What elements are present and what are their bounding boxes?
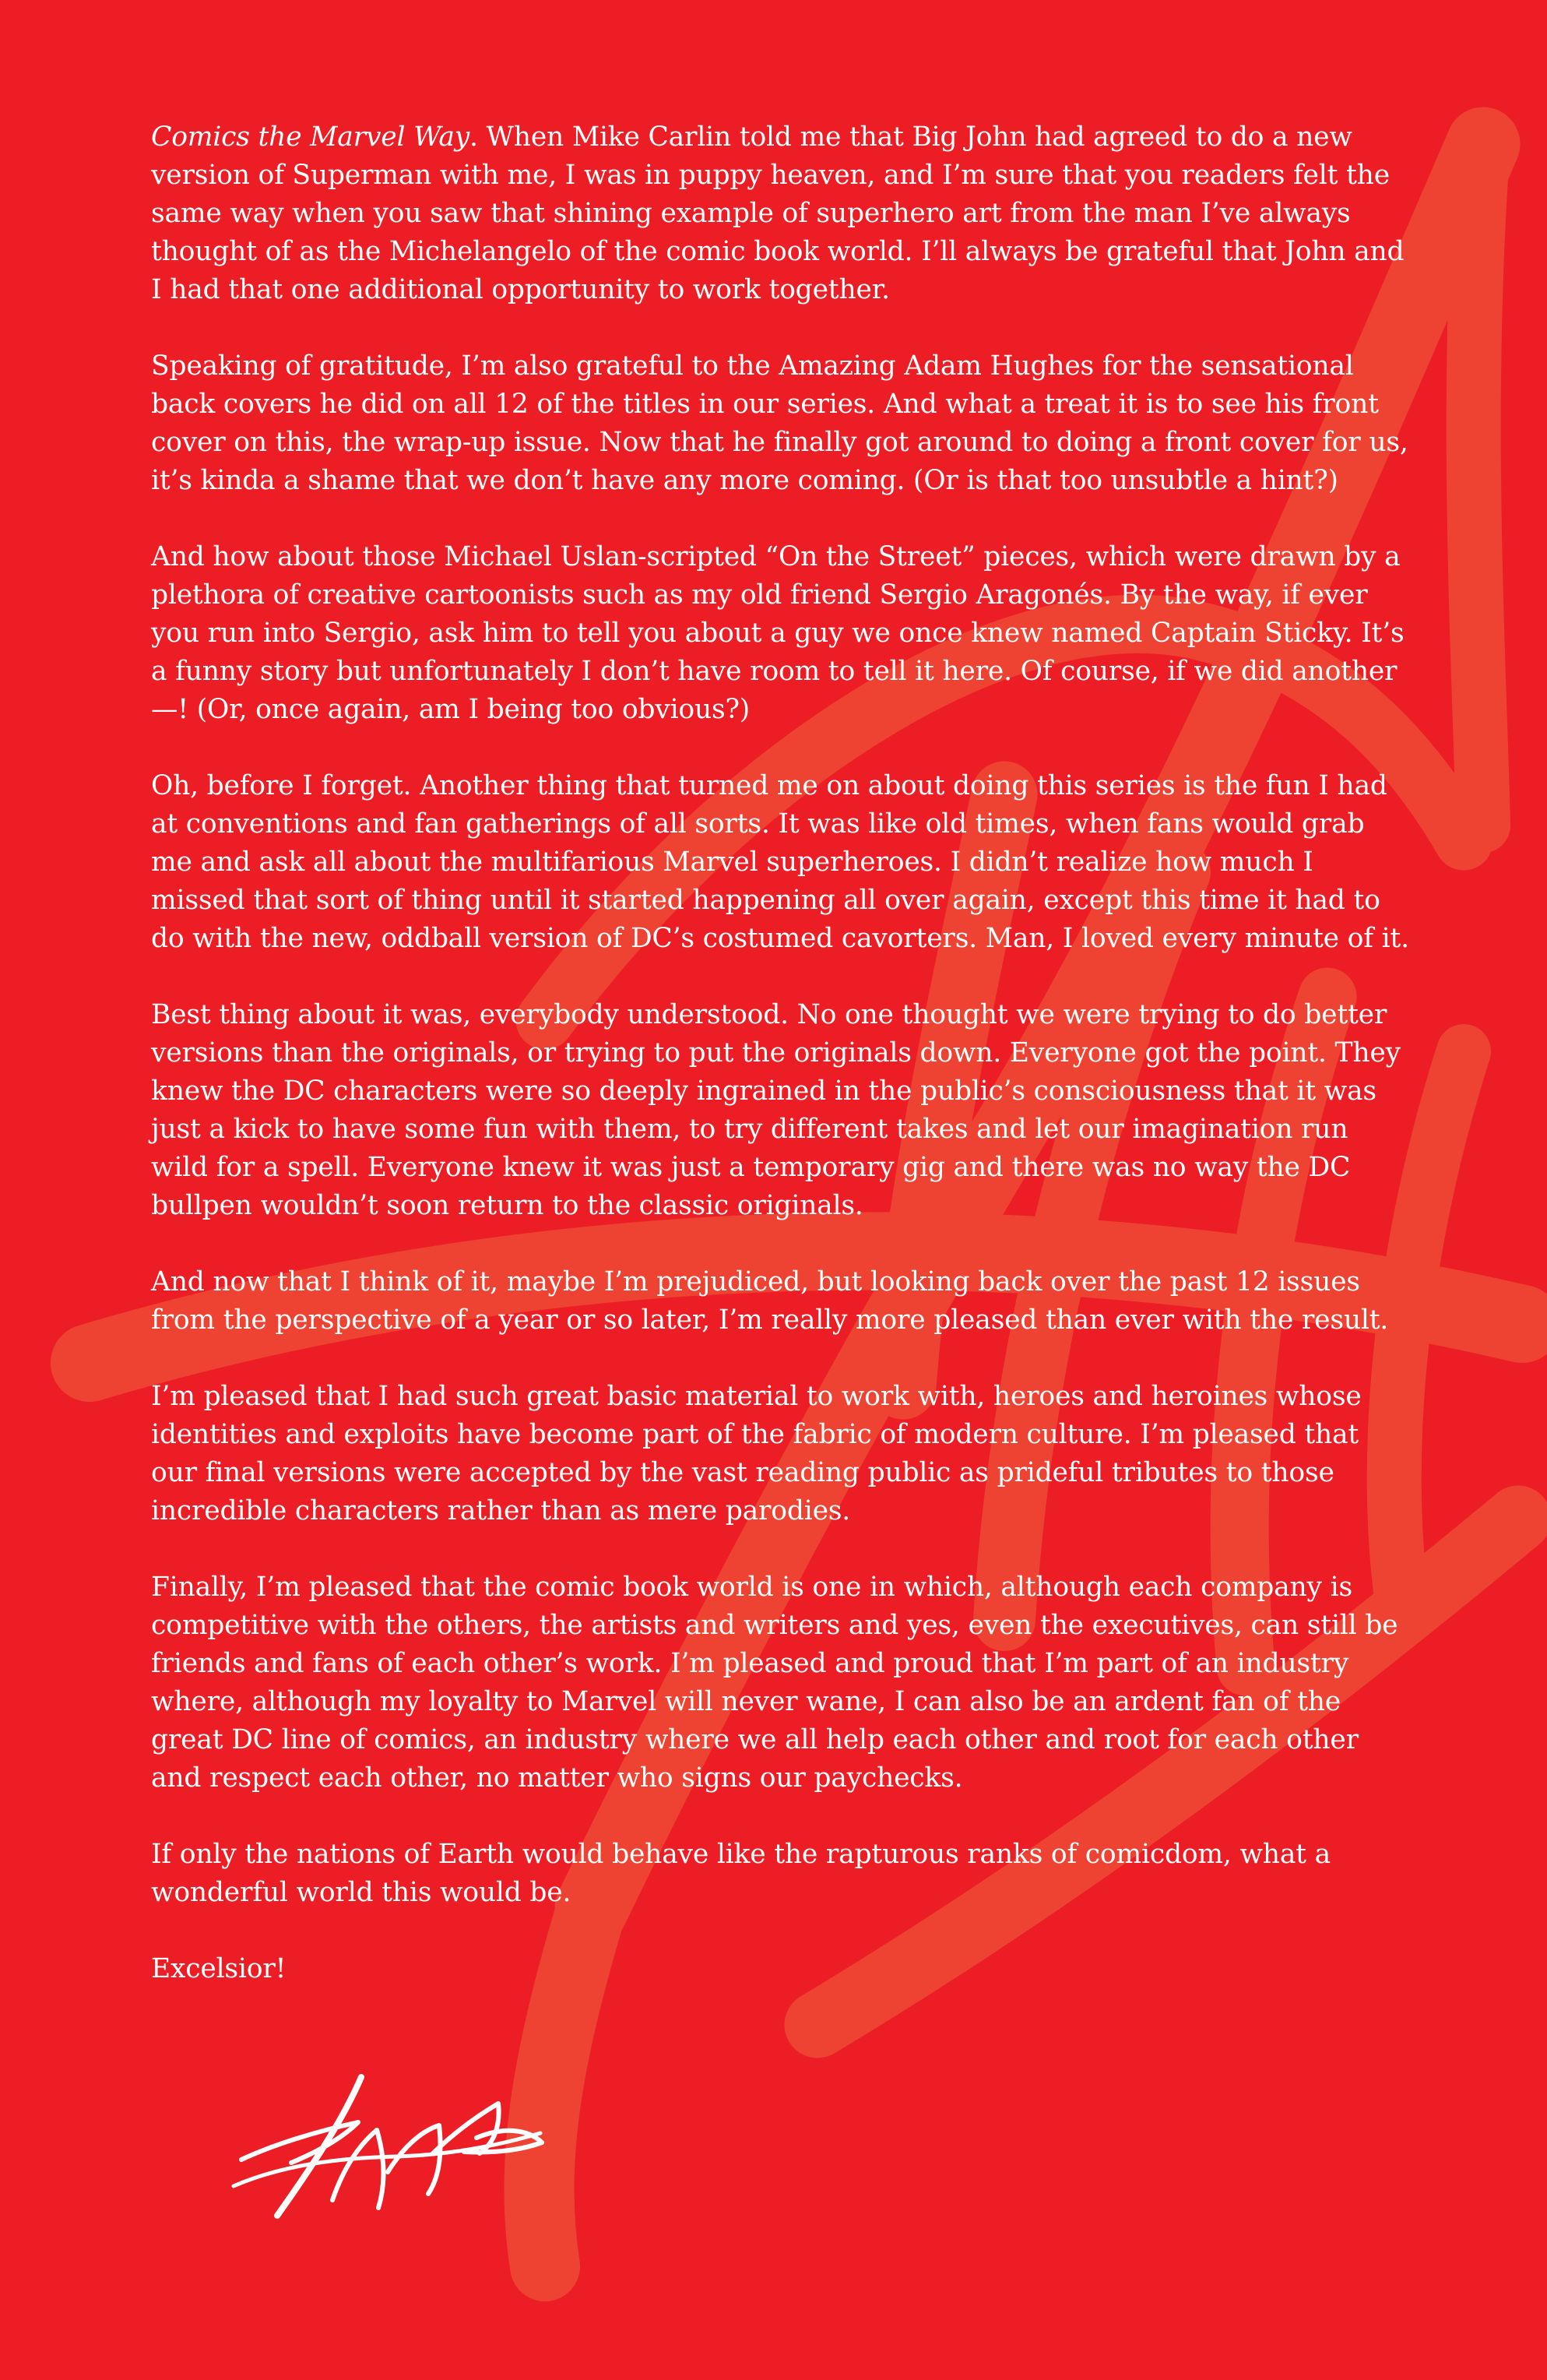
closing-salutation: Excelsior! — [151, 1953, 287, 1984]
paragraph-text: . When Mike Carlin told me that Big John had agreed to do a new version of Superman with me, I was in puppy heaven, and I’m sure that you readers felt the same way when you saw that shining example of superhero art from the man I’ve always thought of as the Michelangelo of the comic book world. I’ll always be grateful that John and I had that one additional opportunity to work together. — [151, 121, 1405, 305]
letter-paragraph — [151, 118, 1412, 309]
letter-paragraph: Best thing about it was, everybody understood. No one thought we were trying to do better versions than the originals, or trying to put the originals down. Everyone got the point. They knew the DC characters were so deeply ingrained in the public’s consciousness that it was just a kick to have some fun with them, to try different takes and let our imagination run wild for a spell. Everyone knew it was just a temporary gig and there was no way the DC bullpen wouldn’t soon return to the classic originals. — [151, 999, 1401, 1221]
letter-paragraph: Oh, before I forget. Another thing that turned me on about doing this series is the fun I had at conventions and fan gatherings of all sorts. It was like old times, when fans would grab me and ask all about the multifarious Marvel superheroes. I didn’t realize how much I missed that sort of thing until it started happening all over again, except this time it had to do with the new, oddball version of DC’s costumed cavorters. Man, I loved every minute of it. — [151, 770, 1409, 954]
letter-paragraph: And how about those Michael Uslan-scripted “On the Street” pieces, which were drawn by a plethora of creative cartoonists such as my old friend Sergio Aragonés. By the way, if ever you run into Sergio, ask him to tell you about a guy we once knew named Captain Sticky. It’s a funny story but unfortunately I don’t have room to tell it here. Of course, if we did another—! (Or, once again, am I being too obvious?) — [151, 541, 1405, 725]
intro-italic-title: Comics the Marvel Way — [151, 121, 469, 153]
letter-paragraph: And now that I think of it, maybe I’m prejudiced, but looking back over the past 12 issues from the perspective of a year or so later, I’m really more pleased than ever with the result. — [151, 1266, 1389, 1336]
letter-body — [151, 118, 1412, 1988]
stan-lee-signature — [226, 2068, 553, 2231]
letter-paragraph: Finally, I’m pleased that the comic book world is one in which, although each company is competitive with the others, the artists and writers and yes, even the executives, can still be friends and fans of each other’s work. I’m pleased and proud that I’m part of an industry where, although my loyalty to Marvel will never wane, I can also be an ardent fan of the great DC line of comics, an industry where we all help each other and root for each other and respect each other, no matter who signs our paychecks. — [151, 1572, 1398, 1794]
letter-paragraph: I’m pleased that I had such great basic material to work with, heroes and heroines whose identities and exploits have become part of the fabric of modern culture. I’m pleased that our final versions were accepted by the vast reading public as prideful tributes to those incredible characters rather than as mere parodies. — [151, 1381, 1362, 1526]
letter-paragraph: Speaking of gratitude, I’m also grateful to the Amazing Adam Hughes for the sensational back covers he did on all 12 of the titles in our series. And what a treat it is to see his front cover on this, the wrap-up issue. Now that he finally got around to doing a front cover for us, it’s kinda a shame that we don’t have any more coming. (Or is that too unsubtle a hint?) — [151, 350, 1408, 496]
letter-paragraph: If only the nations of Earth would behave like the rapturous ranks of comicdom, what a wonderful world this would be. — [151, 1839, 1331, 1908]
